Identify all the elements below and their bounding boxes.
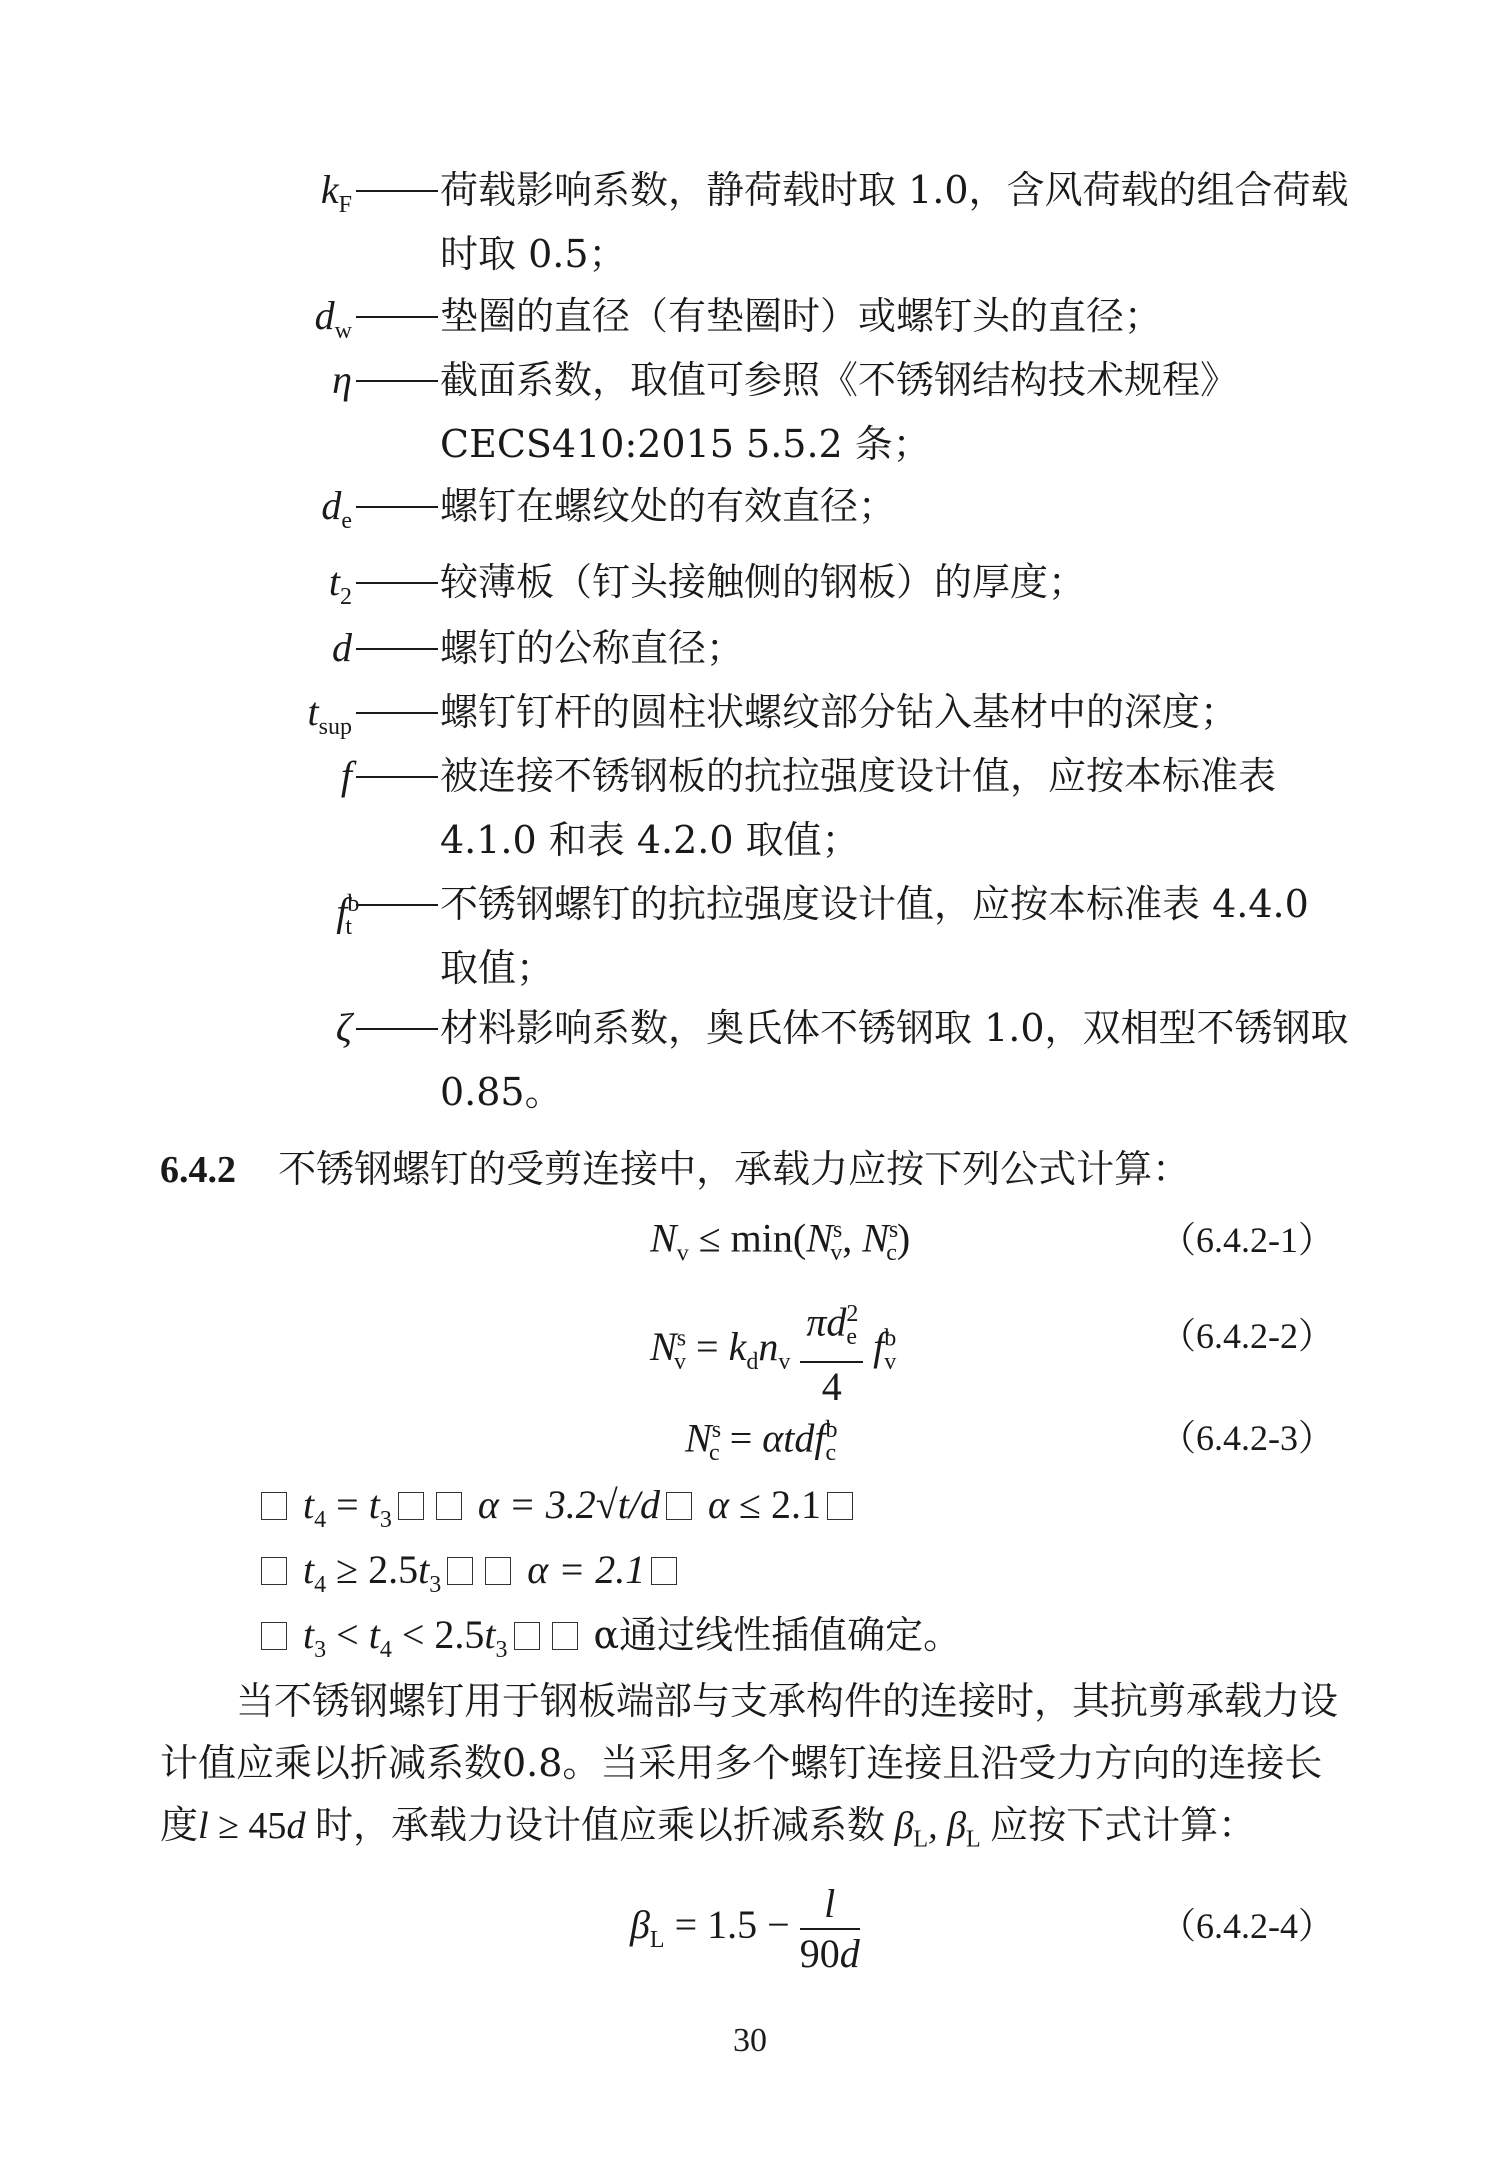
section-heading: 6.4.2 不锈钢螺钉的受剪连接中，承载力应按下列公式计算： xyxy=(160,1147,1191,1191)
equation-number-1: （6.4.2-1） xyxy=(1160,1220,1334,1260)
equation-number-3: （6.4.2-3） xyxy=(1160,1418,1334,1458)
formula-6-4-2-1: $N_v \le \min(N^s_v$, $N^s_c$) xyxy=(650,1215,911,1267)
definition-eta: η 截面系数，取值可参照《不锈钢结构技术规程》CECS410:2015 5.5.2 条； xyxy=(332,357,1239,466)
definition-dw: $d_w$ 垫圈的直径（有垫圈时）或螺钉头的直径； xyxy=(314,293,1163,344)
formula-6-4-2-3: $N^s_c = \alpha tdf^b_c$ xyxy=(685,1415,838,1467)
definition-f: f 被连接不锈钢板的抗拉强度设计值，应按本标准表 4.1.0 和表 4.2.0 取值； xyxy=(340,753,1277,862)
definition-kF: $k_F$ 荷载影响系数，静荷载时取 1.0，含风荷载的组合荷载时取 0.5； xyxy=(320,167,1349,276)
formula-6-4-2-4: $\beta_L = 1.5$ − $\frac{l}{90d}$ xyxy=(630,1881,860,1976)
formula-6-4-2-2: $N^s_v = k_dn_v$ $\frac{\pi d^2_e}{4}$ $f^b_v$ xyxy=(650,1290,896,1411)
condition-2: $t_4 \ge 2.5t_3$ α = 2.1 xyxy=(255,1545,683,1610)
condition-3: $t_3 < t_4 < 2.5t_3$ α通过线性插值确定。 xyxy=(255,1610,961,1675)
equation-number-4: （6.4.2-4） xyxy=(1160,1906,1334,1946)
definition-d: d 螺钉的公称直径； xyxy=(332,625,745,670)
definition-tsup: $t_{sup}$ 螺钉钉杆的圆柱状螺纹部分钻入基材中的深度； xyxy=(307,689,1239,740)
equation-number-2: （6.4.2-2） xyxy=(1160,1316,1334,1356)
definition-ftb: $f^b_t$ 不锈钢螺钉的抗拉强度设计值，应按本标准表 4.4.0 取值； xyxy=(336,882,1309,990)
paragraph-reduction: 当不锈钢螺钉用于钢板端部与支承构件的连接时，其抗剪承载力设计值应乘以折减系数0.8。当采用多个螺钉连接且沿受力方向的连接长度l ≥ 45d 时，承载力设计值应乘以折减系数 $\beta_L$, $\beta_L$ 应按下式计算： xyxy=(160,1679,1339,1853)
condition-1: $t_4 = t_3$ α = 3.2√t/d α ≤ 2.1 xyxy=(255,1480,859,1545)
definition-t2: $t_2$ 较薄板（钉头接触侧的钢板）的厚度； xyxy=(328,559,1087,610)
definition-zeta: ζ 材料影响系数，奥氏体不锈钢取 1.0，双相型不锈钢取 0.85。 xyxy=(335,1005,1349,1114)
definition-de: $d_e$ 螺钉在螺纹处的有效直径； xyxy=(321,483,897,534)
page-number: 30 xyxy=(733,2022,767,2059)
